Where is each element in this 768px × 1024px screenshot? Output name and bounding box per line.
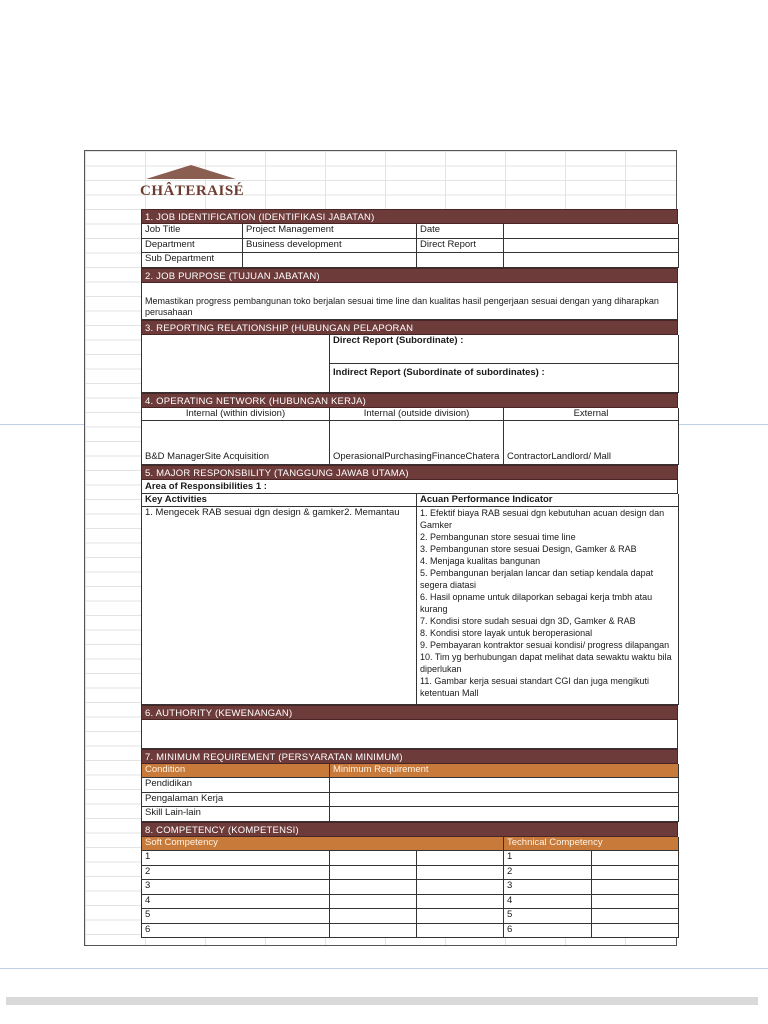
- indirect-report-subordinate: Indirect Report (Subordinate of subordinates) :: [330, 364, 679, 393]
- section-5-title: 5. MAJOR RESPONSBILITY (TANGGUNG JAWAB UTAMA): [141, 465, 678, 480]
- responsibility-grid: [141, 494, 678, 705]
- internal-outside-value: OperasionalPurchasingFinanceChatera: [330, 421, 504, 465]
- blank-cell: [592, 895, 679, 910]
- blank-cell: [417, 909, 504, 924]
- soft-competency-number: 1: [142, 851, 330, 866]
- key-activities-header: Key Activities: [142, 494, 417, 507]
- requirement-value: [330, 793, 679, 808]
- blank-cell: [417, 880, 504, 895]
- indicator-item: 11. Gambar kerja sesuai standart CGI dan juga mengikuti ketentuan Mall: [420, 675, 649, 698]
- indicator-item: 3. Pembangunan store sesuai Design, Gamker & RAB: [420, 543, 637, 554]
- indicator-item: 9. Pembayaran kontraktor sesuai kondisi/ progress dilapangan: [420, 639, 670, 650]
- soft-competency-number: 4: [142, 895, 330, 910]
- technical-competency-number: 2: [504, 866, 592, 881]
- soft-competency-header: Soft Competency: [142, 837, 504, 852]
- blank-cell: [330, 924, 417, 939]
- blank-cell: [330, 880, 417, 895]
- scroll-strip: [6, 997, 758, 1005]
- performance-indicator-header: Acuan Performance Indicator: [417, 494, 679, 507]
- condition-header: Condition: [142, 764, 330, 779]
- blank-cell: [592, 851, 679, 866]
- direct-report-subordinate: Direct Report (Subordinate) :: [330, 335, 679, 364]
- minimum-requirement-header: Minimum Requirement: [330, 764, 679, 779]
- job-title-label: Job Title: [142, 224, 243, 239]
- job-purpose-text: [141, 283, 678, 320]
- section-7-title: 7. MINIMUM REQUIREMENT (PERSYARATAN MINIMUM): [141, 749, 678, 764]
- indicator-item: 8. Kondisi store layak untuk beroperasional: [420, 627, 593, 638]
- area-of-responsibilities: Area of Responsibilities 1 :: [141, 480, 678, 494]
- section-6-title: 6. AUTHORITY (KEWENANGAN): [141, 705, 678, 720]
- date-label: Date: [417, 224, 504, 239]
- direct-report-label: Direct Report: [417, 239, 504, 254]
- scan-line-bottom: [0, 968, 768, 969]
- indicator-item: 10. Tim yg berhubungan dapat melihat data sewaktu waktu bila diperlukan: [420, 651, 672, 674]
- technical-competency-number: 5: [504, 909, 592, 924]
- competency-grid: [141, 837, 678, 939]
- blank-cell: [330, 895, 417, 910]
- external-value: ContractorLandlord/ Mall: [504, 421, 679, 465]
- section-8-title: 8. COMPETENCY (KOMPETENSI): [141, 822, 678, 837]
- job-purpose-content: Memastikan progress pembangunan toko berjalan sesuai time line dan kualitas hasil pengerjaan sesuai dengan yang diharapkan perusahaan: [145, 295, 659, 317]
- soft-competency-number: 6: [142, 924, 330, 939]
- minimum-requirement-grid: [141, 764, 678, 822]
- chateraise-logo: [140, 165, 245, 207]
- technical-competency-number: 6: [504, 924, 592, 939]
- blank-cell: [417, 866, 504, 881]
- reporting-grid: [141, 335, 678, 393]
- technical-competency-header: Technical Competency: [504, 837, 679, 852]
- internal-within-header: Internal (within division): [142, 408, 330, 421]
- indicator-item: 5. Pembangunan berjalan lancar dan setiap kendala dapat segera diatasi: [420, 567, 654, 590]
- soft-competency-number: 2: [142, 866, 330, 881]
- soft-competency-number: 5: [142, 909, 330, 924]
- technical-competency-number: 4: [504, 895, 592, 910]
- blank-cell: [330, 909, 417, 924]
- technical-competency-number: 1: [504, 851, 592, 866]
- requirement-condition: Skill Lain-lain: [142, 807, 330, 822]
- soft-competency-number: 3: [142, 880, 330, 895]
- requirement-value: [330, 778, 679, 793]
- blank-cell: [592, 866, 679, 881]
- section-2-title: 2. JOB PURPOSE (TUJUAN JABATAN): [141, 268, 678, 283]
- blank-cell: [417, 253, 504, 268]
- section-3-title: 3. REPORTING RELATIONSHIP (HUBUNGAN PELAPORAN: [141, 320, 678, 335]
- blank-cell: [417, 924, 504, 939]
- sub-department-value: [243, 253, 417, 268]
- blank-cell: [417, 895, 504, 910]
- section-1-title: 1. JOB IDENTIFICATION (IDENTIFIKASI JABATAN): [141, 209, 678, 224]
- blank-cell: [592, 909, 679, 924]
- performance-indicator-list: [417, 507, 679, 705]
- indicator-item: 2. Pembangunan store sesuai time line: [420, 531, 576, 542]
- authority-blank: [141, 720, 678, 749]
- indicator-item: 1. Efektif biaya RAB sesuai dgn kebutuhan acuan design dan Gamker: [420, 507, 665, 530]
- blank-cell: [417, 851, 504, 866]
- requirement-value: [330, 807, 679, 822]
- job-description-sheet: [84, 150, 677, 946]
- logo-text: CHÂTERAISÉ: [140, 183, 245, 199]
- reporting-blank: [142, 335, 330, 393]
- blank-cell: [504, 253, 679, 268]
- section-4-title: 4. OPERATING NETWORK (HUBUNGAN KERJA): [141, 393, 678, 408]
- blank-cell: [592, 924, 679, 939]
- blank-cell: [330, 851, 417, 866]
- requirement-condition: Pendidikan: [142, 778, 330, 793]
- internal-within-value: B&D ManagerSite Acquisition: [142, 421, 330, 465]
- direct-report-value: [504, 239, 679, 254]
- key-activities-text: 1. Mengecek RAB sesuai dgn design & gamker2. Memantau: [142, 507, 417, 705]
- indicator-item: 7. Kondisi store sudah sesuai dgn 3D, Gamker & RAB: [420, 615, 636, 626]
- indicator-item: 6. Hasil opname untuk dilaporkan sebagai kerja tmbh atau kurang: [420, 591, 653, 614]
- logo-roof-icon: [146, 165, 236, 179]
- department-label: Department: [142, 239, 243, 254]
- internal-outside-header: Internal (outside division): [330, 408, 504, 421]
- job-identification-grid: [141, 224, 678, 268]
- indicator-item: 4. Menjaga kualitas bangunan: [420, 555, 541, 566]
- blank-cell: [330, 866, 417, 881]
- job-title-value: Project Management: [243, 224, 417, 239]
- operating-network-grid: [141, 408, 678, 465]
- department-value: Business development: [243, 239, 417, 254]
- sub-department-label: Sub Department: [142, 253, 243, 268]
- technical-competency-number: 3: [504, 880, 592, 895]
- requirement-condition: Pengalaman Kerja: [142, 793, 330, 808]
- external-header: External: [504, 408, 679, 421]
- blank-cell: [592, 880, 679, 895]
- form: [141, 209, 678, 938]
- date-value: [504, 224, 679, 239]
